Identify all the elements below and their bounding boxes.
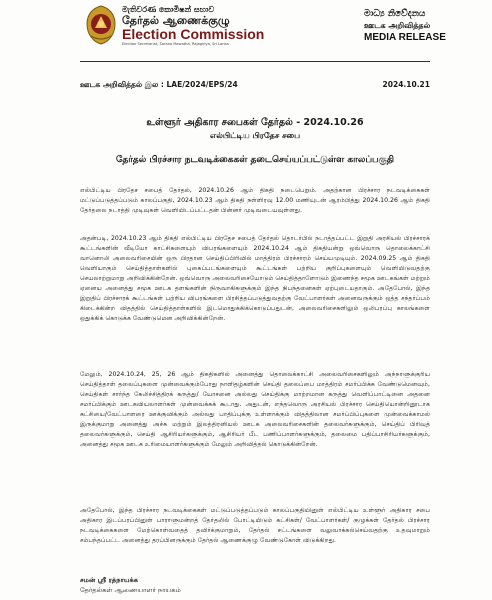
election-commission-emblem <box>83 4 119 46</box>
signatory-title: தேர்தல்கள் ஆணையாளர் நாயகம் <box>80 586 181 594</box>
body-paragraph-1: எல்பிட்டிய பிரதேச சபைத் தேர்தல், 2024.10.26 ஆம் திகதி நடைபெறும். அதற்கான பிரச்சார நடவடிக்கைகள் மட்டுப்படுத்தப்படும் காலப்பகுதி, 2024.10.23 ஆம் திகதி நள்ளிரவு 12.00 மணியுடன் ஆரம்பித்து 2024.10.26 ஆம் திகதி தேர்தலை நடாத்தி முடிவுகள் வெளியிடப்பட்டதன் பின்னர் முடிவடையவுள்ளது. <box>80 187 430 214</box>
header-divider <box>80 61 430 62</box>
org-name-tamil: தேர்தல் ஆணைக்குழு <box>122 14 230 27</box>
signature-block <box>80 575 181 595</box>
body-paragraph-3: மேலும், 2024.10.24, 25, 26 ஆம் திகதிகளில் அனைத்து தொலைக்காட்சி அலைவரிசைகளிலும் அந்நாளுக்குரிய செய்தித்தாள் தலைப்புகளை முன்வைக்கும்போது நாளிதழ்களின் செய்தி தலைப்பை மாத்திரம் சமர்ப்பிக்க வேண்டுமெனவும், செய்திகள் சார்ந்த கேலிச்சித்திரக் கருத்து/ யோசனை அல்லது செய்திக்கு மாற்றமான கருத்து வெளிப்பாட்டினை அதனை சமர்ப்பிக்கும் ஊடகவியலாளர்கள் முன்வைக்கக் கூடாது. அதுடன், எந்தவொரு அரசியல் பிரச்சார செய்தியொன்றினூடாக கட்சியை/வேட்பாளரை ஊக்குவிக்கும் அல்லது பாதிப்புக்கு உள்ளாக்கும் விதத்திலான சமர்ப்பிப்புகளை முன்வைக்காமல் இருக்குமாறு அனைத்து அச்சு மற்றும் இலத்திரனியல் ஊடக அலைவரிசைகளின் தலைவர்களுக்கும், செய்திப் பிரிவுத் தலைவர்களுக்கும், செய்தி ஆசிரியர்களுக்கும், ஆசிரியர் பீட பணிப்பாளர்களுக்கும், தலைமை பதிப்பாசிரியர்களுக்கும், அனைத்து சமூக ஊடக உரிமையாளர்களுக்கும் மேலும் அறிவித்தல் கொடுக்கின்றேன். <box>80 371 430 448</box>
release-date: 2024.10.21 <box>382 80 430 89</box>
body-paragraph-2: அதன்படி, 2024.10.23 ஆம் திகதி எல்பிட்டிய பிரதேச சபைத் தேர்தல் தொடர்பில் நடாத்தப்பட்ட இறுதி அரசியல் பிரச்சாரக் கூட்டங்களின் வீடியோ காட்சிகளையும் விபரங்களையும் 2024.10.24 ஆம் திகதியன்று ஒவ்வொரு தொலைக்காட்சி வானொலி அலைவரிசையின் ஒரு பிரதான செய்திப்பிரிவில் மாத்திரம் பிரச்சாரம் செய்யமுடியும். 2024.09.25 ஆம் திகதி வெளியாகும் செய்தித்தாள்களில் புகைப்படங்களையும் கூட்டங்கள் பற்றிய குறிப்புகளையும் வெளியிடுவதற்கு செயலாற்றுமாறு அறிவிக்கின்றேன். ஒவ்வொரு அலைவரிசையோடும் செய்தித்தாளோடும் இணைந்த சமூக ஊடகங்கள் மற்றும் ஏனைய அனைத்து சமூக ஊடக தளங்களின் நிருவாகிகளுக்கும் இந்த நிபந்தனைகள் ஏற்புடையதாகும். அதேபோல், இந்த இறுதிப் பிரச்சாரக் கூட்டங்கள் பற்றிய விபரங்களை பிரசித்தப்படுத்துவதற்கு வேட்பாளர்கள் அனைவருக்கும் ஒத்த சந்தர்ப்பம் கிடைக்கின்ற விதத்தில் செய்தித்தாள்களில் இடமொதுக்கிக்கொடுப்பதுடன், அலைவரிசைகளிலும் ஒலிபரப்பு காலங்களை ஒதுக்கிக் கொடுக்க வேண்டுமென அறிவிக்கின்றேன். <box>80 235 430 322</box>
document-heading: தேர்தல் பிரச்சார நடவடிக்கைகள் தடைசெய்யப்பட்டுள்ள காலப்பகுதி <box>115 155 395 165</box>
org-name-sinhala: මැතිවරණ කොමිෂන් සභාව <box>122 5 215 14</box>
header-media-release-label <box>364 9 446 44</box>
document-subtitle: எல்பிட்டிய பிரதேச சபை <box>209 131 301 140</box>
media-release-english: MEDIA RELEASE <box>364 32 446 43</box>
signatory-name: சமன் ஸ்ரீ ரத்நாயக்க <box>80 576 138 584</box>
header-organisation-names <box>122 5 264 47</box>
release-reference-line <box>80 80 430 92</box>
media-release-tamil: ஊடக அறிவித்தல் <box>364 21 431 30</box>
org-address: Election Secretariat, Sarana Mawatha, Rajagiriya, Sri Lanka <box>122 42 229 46</box>
document-title: உள்ளூர் அதிகார சபைகள் தேர்தல் - 2024.10.26 <box>146 117 364 128</box>
release-number: ஊடக அறிவித்தல் இல : LAE/2024/EPS/24 <box>80 80 238 89</box>
media-release-sinhala: මාධ්‍ය නිවේදනය <box>364 9 426 19</box>
org-name-english: Election Commission <box>122 26 265 42</box>
body-paragraph-4: அதேபோல், இந்த பிரச்சார நடவடிக்கைகள் மட்டுப்படுத்தப்படும் காலப்பகுதியினுள் எல்பிட்டிய உள்ளூர் அதிகார சபை அதிகார இடப்பரப்பினுள் பாராளுமன்றத் தேர்தலில் போட்டியிடும் கட்சிகள்/ வேட்பாளர்கள்/ குழுக்கள் தேர்தல் பிரச்சார நடவடிக்கைகளை மேற்கொள்வதைத் தவிர்க்குமாறும், தேர்தல் சட்டங்களை வலுவாக்கல்செய்வதற்கு உதவுமாறும் சம்பந்தப்பட்ட அனைத்து தரப்பினருக்கும் தேர்தல் ஆணைக்குழு வேண்டுகோள் விடுக்கிறது. <box>80 507 430 544</box>
